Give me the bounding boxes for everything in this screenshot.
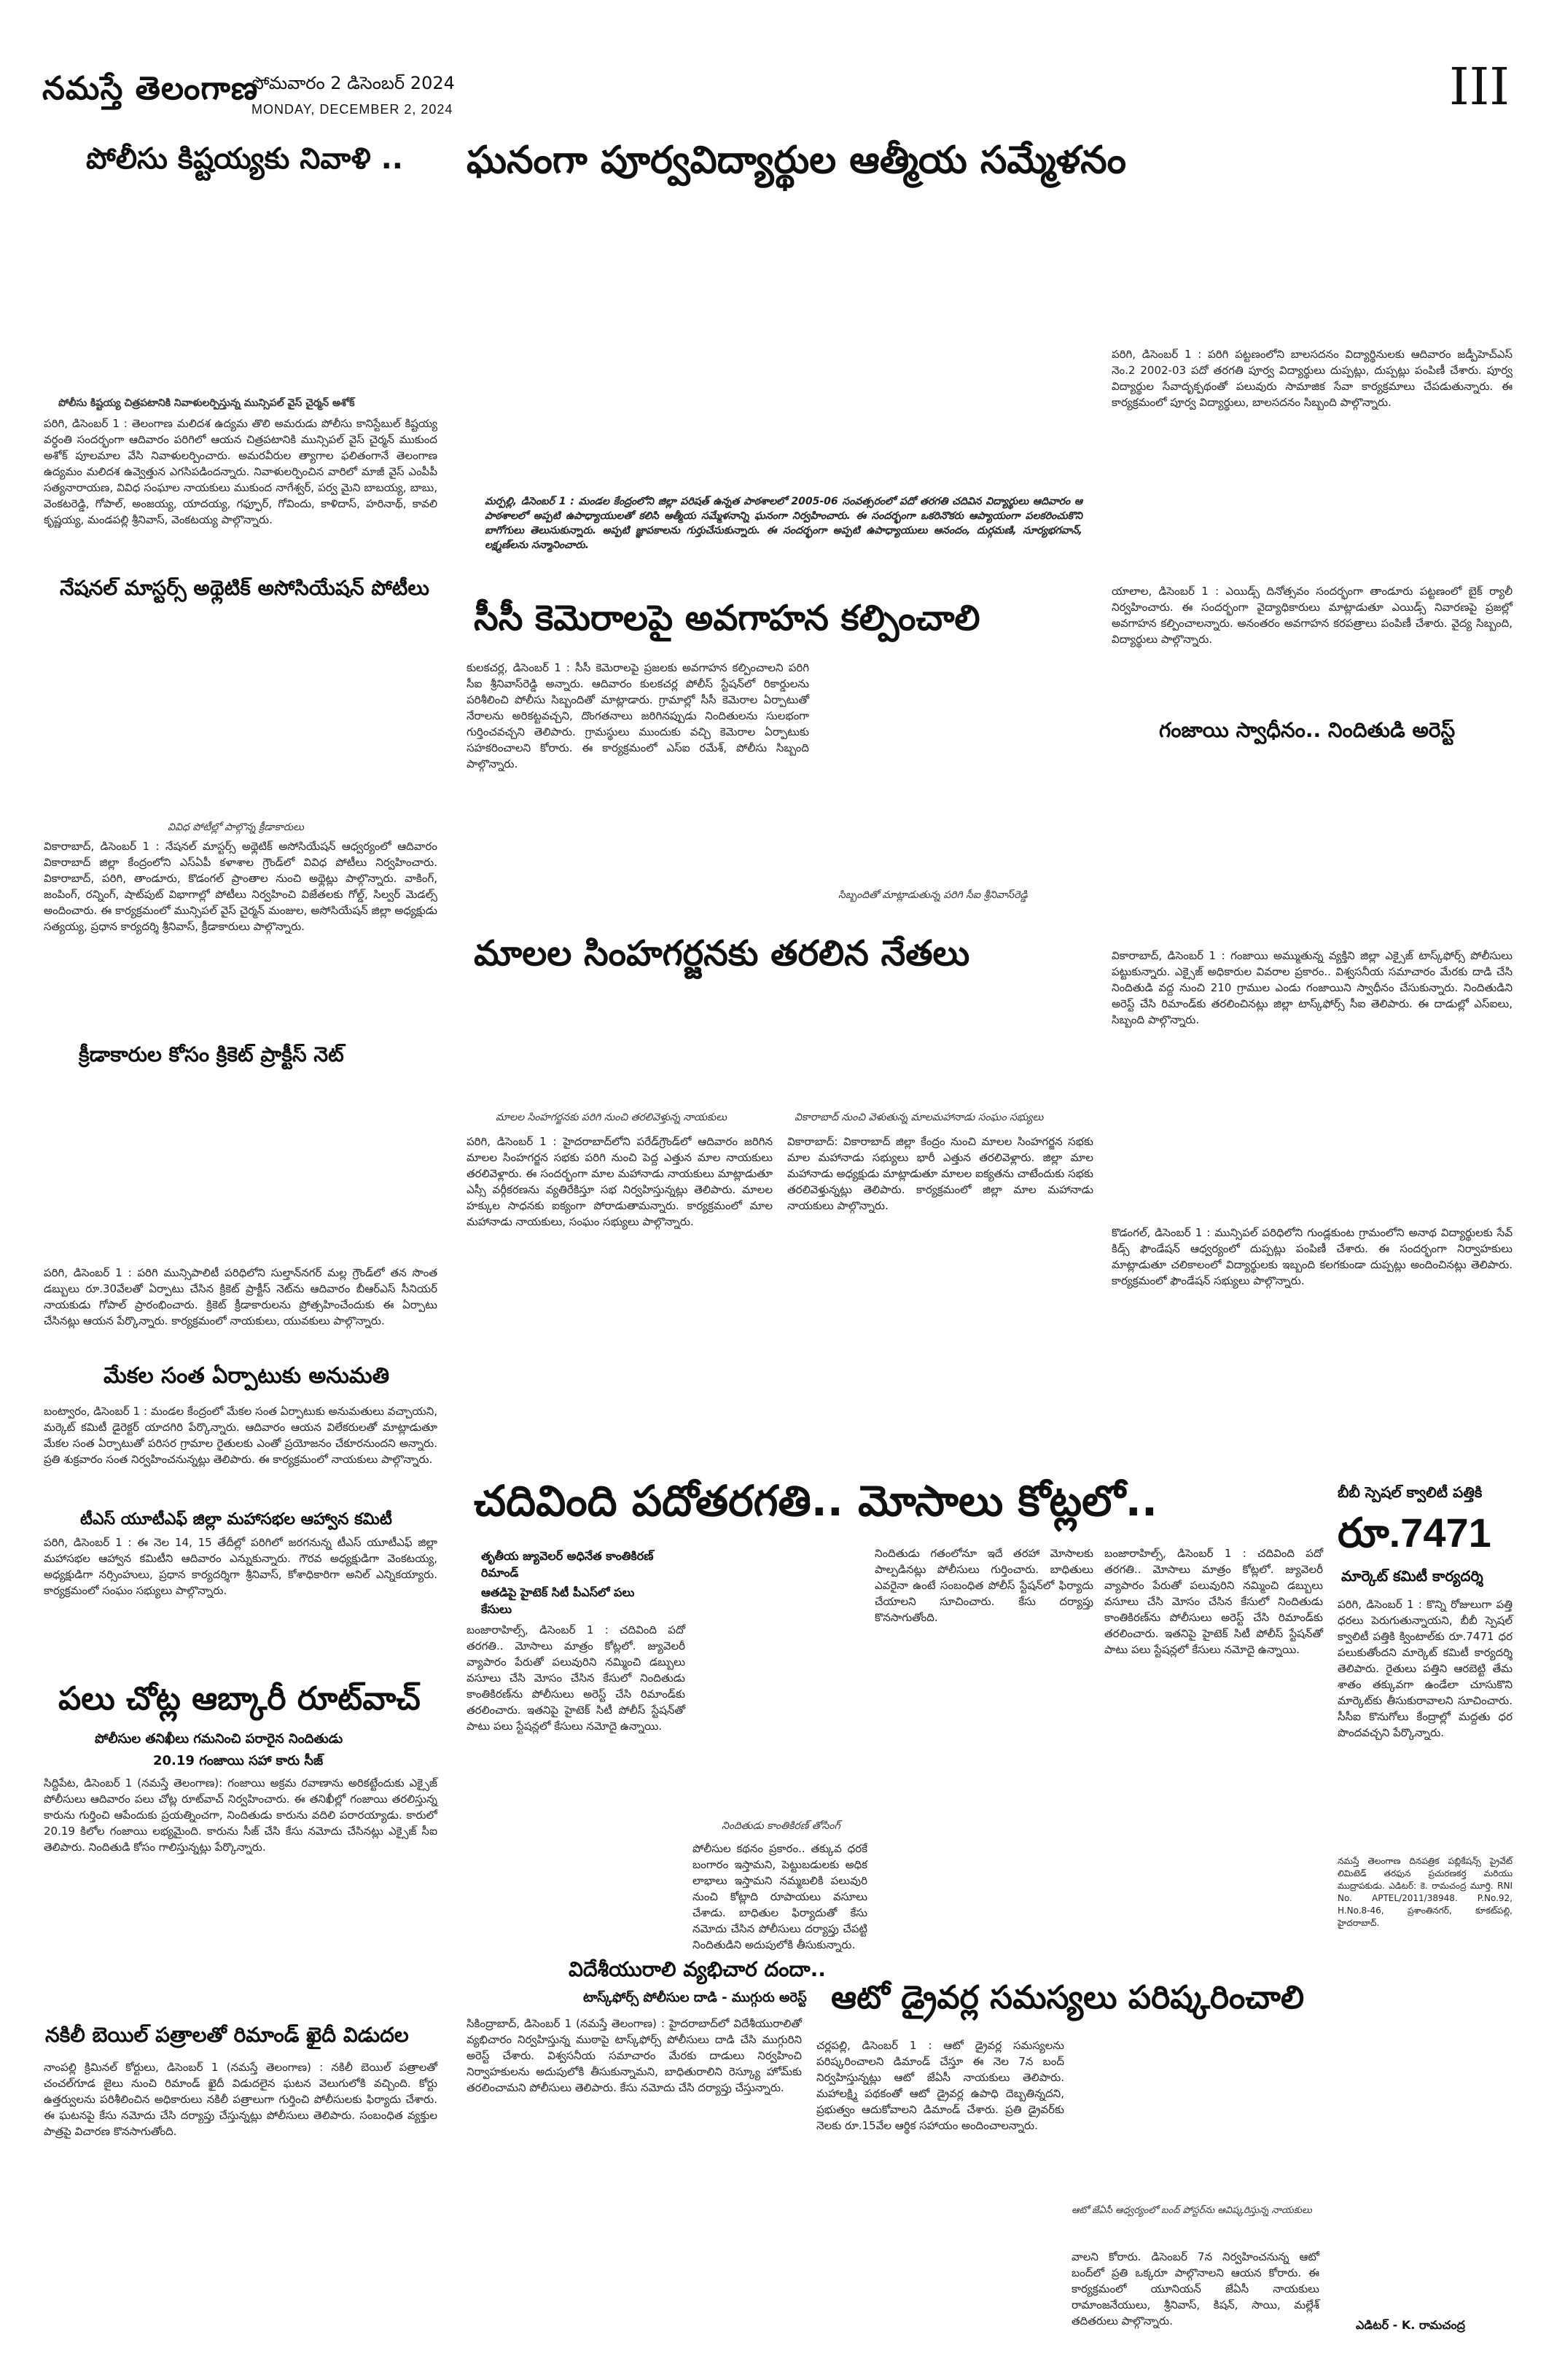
cctv-photo <box>816 660 1093 886</box>
mekala-body: బంట్వారం, డిసెంబర్ 1 : మండల కేంద్రంలో మేకల సంత ఏర్పాటుకు అనుమతులు వచ్చాయని, మర్కెట్ కమిటీ డైరెక్టర్ యాదగిరి పేర్కొన్నారు. ఆదివారం ఆయన విలేకరులతో మాట్లాడుతూ మేకల సంత ఏర్పాటుతో పరిసర గ్రామాల రైతులకు ఎంతో ప్రయోజనం చేకూరనుందని అన్నారు. ప్రతి శుక్రవారం సంత నిర్వహించనున్నట్లు తెలిపారు. ఈ కార్యక్రమంలో నాయకులు పాల్గొన్నారు. <box>44 1405 437 1466</box>
cricket-net-body: పరిగి, డిసెంబర్ 1 : పరిగి మున్సిపాలిటీ పరిధిలోని సుల్తాన్‌నగర్ మల్ల గ్రౌండ్‌లో తన సొంత డబ్బులు రూ.30వేలతో ఏర్పాటు చేసిన క్రికెట్ ప్రాక్టీస్ నెట్‌ను ఆదివారం బీఆర్ఎస్ సీనియర్ నాయకుడు గోపాల్ ప్రారంభించారు. క్రికెట్ క్రీడాకారులను ప్రోత్సహించేందుకు ఈ ఏర్పాటు చేసినట్లు ఆయన పేర్కొన్నారు. కార్యక్రమంలో నాయకులు, యువకులు పాల్గొన్నారు. <box>44 1266 437 1327</box>
alumni-lede: మర్పల్లి, డిసెంబర్ 1 : మండల కేంద్రంలోని జిల్లా పరిషత్ ఉన్నత పాఠశాలలో 2005-06 సంవత్సరంలో పదో తరగతి చదివిన విద్యార్థులు ఆదివారం ఆ పాఠశాలలో అప్పటి ఉపాధ్యాయులతో కలిసి ఆత్మీయ సమ్మేళనాన్ని ఘనంగా నిర్వహించారు. ఈ సందర్భంగా ఒకరినొకరు ఆప్యాయంగా పలకరించుకొని బాగోగులు తెలుసుకున్నారు. అప్పటి జ్ఞాపకాలను గుర్తుచేసుకున్నారు. ఈ సందర్భంగా అప్పటి ఉపాధ్యాయులు ఆనందం, దుర్గమణి, సూర్యభగవాన్, లక్ష్మణ్‌లను సన్మానించారు. <box>485 496 1082 551</box>
mala-body-1: పరిగి, డిసెంబర్ 1 : హైదరాబాద్‌లోని పరేడ్‌గ్రౌండ్‌లో ఆదివారం జరిగిన మాలల సింహగర్జన సభకు పరిగి నుంచి పెద్ద ఎత్తున మాల నాయకులు తరలివెళ్లారు. ఈ సందర్భంగా మాల మహానాడు నాయకులు మాట్లాడుతూ ఎస్సీ వర్గీకరణను వ్యతిరేకిస్తూ సభ నిర్వహిస్తున్నట్లు తెలిపారు. మాలల హక్కుల సాధనకు ఐక్యంగా పోరాడుతామన్నారు. కార్యక్రమంలో మాల మహానాడు నాయకులు, సంఘం సభ్యులు పాల్గొన్నారు. <box>467 1135 773 1228</box>
cctv-body: కులకచర్ల, డిసెంబర్ 1 : సీసీ కెమెరాలపై ప్రజలకు అవగాహన కల్పించాలని పరిగి సీఐ శ్రీనివాస్‌రెడ్డి అన్నారు. ఆదివారం కులకచర్ల పోలీస్ స్టేషన్‌లో రికార్డులను పరిశీలించి పోలీసు సిబ్బందితో మాట్లాడారు. గ్రామాల్లో సీసీ కెమెరాల ఏర్పాటుతో నేరాలను అరికట్టవచ్చని, దొంగతనాలు జరిగినప్పుడు నిందితులను సులభంగా గుర్తించవచ్చని తెలిపారు. గ్రామస్థులు ముందుకు వచ్చి కెమెరాల ఏర్పాటుకు సహకరించాలని కోరారు. ఈ కార్యక్రమంలో ఎస్ఐ రమేశ్, పోలీసు సిబ్బంది పాల్గొన్నారు. <box>467 661 809 770</box>
masthead-date: సోమవారం 2 డిసెంబర్ 2024 <box>251 73 455 93</box>
auto-headline: ఆటో డ్రైవర్ల సమస్యలు పరిష్కరించాలి <box>831 1979 1305 2016</box>
ganja-photo <box>1112 762 1513 944</box>
fraud-body-3: నిందితుడు గతంలోనూ ఇదే తరహా మోసాలకు పాల్పడినట్లు పోలీసులు గుర్తించారు. బాధితులు ఎవరైనా ఉంటే సంబంధిత పోలీస్ స్టేషన్‌లో ఫిర్యాదు చేయాలని సూచించారు. కేసు దర్యాప్తు కొనసాగుతోంది. <box>875 1547 1093 1624</box>
excise-headline: పలు చోట్ల ఆబ్కారీ రూట్‌వాచ్ <box>58 1680 421 1717</box>
masthead-title: నమస్తే తెలంగాణ <box>42 70 259 107</box>
mala-photo-2 <box>787 991 1093 1101</box>
police-photo-caption: పోలీసు కిష్టయ్య చిత్రపటానికి నివాళులర్పిస్తున్న మున్సిపల్ వైస్ చైర్మన్ అశోక్ <box>58 397 355 409</box>
alumni-photo-main <box>467 197 1072 485</box>
auto-photo <box>1072 2037 1319 2201</box>
mekala-headline: మేకల సంత ఏర్పాటుకు అనుమతి <box>104 1363 390 1389</box>
alumni-photo-side <box>1108 197 1516 343</box>
mala-body-2: వికారాబాద్: వికారాబాద్ జిల్లా కేంద్రం నుంచి మాలల సింహగర్జన సభకు మాల మహానాడు సభ్యులు భారీ ఎత్తున తరలివెళ్లారు. జిల్లా మాల మహానాడు అధ్యక్షుడు మాట్లాడుతూ మాలల ఐక్యతను చాటేందుకు సభకు తరలివెళ్తున్నట్లు తెలిపారు. కార్యక్రమంలో జిల్లా మాల మహానాడు నాయకులు పాల్గొన్నారు. <box>787 1135 1093 1212</box>
fraud-photo <box>692 1545 867 1811</box>
cotton-body: పరిగి, డిసెంబర్ 1 : కొన్ని రోజులుగా పత్తి ధరలు పెరుగుతున్నాయని, బీబీ స్పెషల్ క్వాలిటీ పత్తికి క్వింటాల్‌కు రూ.7471 ధర పలుకుతోందని మార్కెట్ కమిటీ కార్యదర్శి తెలిపారు. రైతులు పత్తిని ఆరబెట్టి తేమ శాతం తక్కువగా ఉండేలా చూసుకొని మార్కెట్‌కు తీసుకురావాలని సూచించారు. సీసీఐ కొనుగోలు కేంద్రాల్లో మద్దతు ధర పొందవచ్చని పేర్కొన్నారు. <box>1338 1598 1513 1739</box>
bail-headline: నకిలీ బెయిల్ పత్రాలతో రిమాండ్ ఖైదీ విడుదల <box>45 2023 409 2047</box>
ganja-headline: గంజాయి స్వాధీనం.. నిందితుడి అరెస్ట్ <box>1159 718 1456 742</box>
alumni-side-text: పరిగి, డిసెంబర్ 1 : పరిగి పట్టణంలోని బాలసదనం విద్యార్థినులకు ఆదివారం జడ్పీహెచ్‌ఎస్ నెం.2 2002-03 పదో తరగతి పూర్వ విద్యార్థులు దుప్పట్లు, దుప్పట్లు పంపిణీ చేశారు. పూర్వ విద్యార్థుల సేవాదృక్పథంతో పలువురు సామాజిక సేవా కార్యక్రమాలు చేపడుతున్నారు. ఈ కార్యక్రమంలో పూర్వ విద్యార్థులు, బాలసదనం సిబ్బంది పాల్గొన్నారు. <box>1112 348 1513 409</box>
cotton-price: రూ.7471 <box>1338 1510 1491 1556</box>
mala-photo-1 <box>467 991 773 1101</box>
excise-deck-1: పోలీసుల తనిఖీలు గమనించి పరారైన నిందితుడు <box>95 1731 343 1747</box>
imprint: నమస్తే తెలంగాణ దినపత్రిక పబ్లికేషన్స్ ప్రైవేట్ లిమిటెడ్ తరఫున ప్రచురణకర్త మరియు ముద్రాపకుడు. ఎడిటర్: కె. రామచంద్ర మూర్తి. RNI No. APTEL/2011/38948. P.No.92, H.No.8-46, ప్రశాంతినగర్, కూకట్‌పల్లి, హైదరాబాద్. <box>1338 1856 1513 1928</box>
masthead-date-english: MONDAY, DECEMBER 2, 2024 <box>251 102 453 117</box>
auto-body-1: చర్లపల్లి, డిసెంబర్ 1 : ఆటో డ్రైవర్ల సమస్యలను పరిష్కరించాలని డిమాండ్ చేస్తూ ఈ నెల 7న బంద్ నిర్వహిస్తున్నట్లు ఆటో జేఏసీ నాయకులు తెలిపారు. మహాలక్ష్మి పథకంతో ఆటో డ్రైవర్ల ఉపాధి దెబ్బతిన్నదని, ప్రభుత్వం ఆదుకోవాలని డిమాండ్ చేశారు. ప్రతి డ్రైవర్‌కు నెలకు రూ.15వేల ఆర్థిక సహాయం అందించాలన్నారు. <box>816 2039 1064 2132</box>
cctv-headline: సీసీ కెమెరాలపై అవగాహన కల్పించాలి <box>474 598 980 639</box>
athletics-headline: నేషనల్ మాస్టర్స్ అథ్లెటిక్ అసోసియేషన్ పోటీలు <box>60 576 429 600</box>
cotton-label: బీబీ స్పెషల్ క్వాలిటీ పత్తికి <box>1338 1483 1483 1501</box>
alumni-headline: ఘనంగా పూర్వవిద్యార్థుల ఆత్మీయ సమ్మేళనం <box>467 138 1126 182</box>
imprint-editor: ఎడిటర్ - K. రామచంద్ర <box>1356 2318 1465 2332</box>
mala-caption-2: వికారాబాద్ నుంచి వెళుతున్న మాలమహానాడు సంఘం సభ్యులు <box>795 1112 1044 1123</box>
auto-caption: ఆటో జేఏసీ ఆధ్వర్యంలో బంద్ పోస్టర్‌ను ఆవిష్కరిస్తున్న నాయకులు <box>1072 2205 1312 2216</box>
cricket-net-headline: క్రీడాకారుల కోసం క్రికెట్ ప్రాక్టీస్ నెట్ <box>79 1042 344 1066</box>
cotton-subhead: మార్కెట్ కమిటీ కార్యదర్శి <box>1341 1567 1483 1585</box>
cctv-caption: సిబ్బందితో మాట్లాడుతున్న పరిగి సీఐ శ్రీనివాస్‌రెడ్డి <box>838 889 1028 901</box>
police-body: పరిగి, డిసెంబర్ 1 : తెలంగాణ మలిదశ ఉద్యమ తొలి అమరుడు పోలీసు కానిస్టేబుల్ కిష్టయ్య వర్ధంతి సందర్భంగా ఆదివారం పరిగిలో ఆయన చిత్రపటానికి మున్సిపల్ వైస్ చైర్మన్ ముకుంద అశోక్ పూలమాల వేసి నివాళులర్పించారు. అమరవీరుల త్యాగాల ఫలితంగానే తెలంగాణ ఉద్యమం మలిదశ ఉవ్వెత్తున ఎగసిపడిందన్నారు. నివాళులర్పించిన వారిలో మాజీ వైస్ ఎంపీపీ సత్యనారాయణ, వివిధ సంఘాల నాయకులు ముకుంద నాగేశ్వర్, పర్వ మైని బాబయ్య, బాబు, వెంకటరెడ్డి, గోపాల్, అంజయ్య, యాదయ్య, గఫ్ఫూర్, గోవిందు, కాళిదాస్, హరినాథ్, కావలి కృష్ణయ్య, మండపల్లి శ్రీనివాస్, వెంకటయ్య పాల్గొన్నారు. <box>44 417 437 526</box>
athletics-body: వికారాబాద్, డిసెంబర్ 1 : నేషనల్ మాస్టర్స్ అథ్లెటిక్ అసోసియేషన్ ఆధ్వర్యంలో ఆదివారం వికారాబాద్ జిల్లా కేంద్రంలోని ఎస్ఏపీ కళాశాల గ్రౌండ్‌లో వివిధ పోటీలు నిర్వహించారు. వికారాబాద్, పరిగి, తాండూరు, కొడంగల్ ప్రాంతాల నుంచి అథ్లెట్లు పాల్గొన్నారు. వాకింగ్, జంపింగ్, రన్నింగ్, షాట్‌పుట్ విభాగాల్లో పోటీలు నిర్వహించి విజేతలకు గోల్డ్, సిల్వర్ మెడల్స్ అందించారు. ఈ కార్యక్రమంలో మున్సిపల్ వైస్ చైర్మన్ మంజుల, అసోసియేషన్ జిల్లా అధ్యక్షుడు సత్యయ్య, ప్రధాన కార్యదర్శి శ్రీనివాస్, క్రీడాకారులు పాల్గొన్నారు. <box>44 840 437 933</box>
excise-deck-2: 20.19 గంజాయి సహా కారు సీజ్ <box>153 1753 324 1768</box>
blanket-body: కొడంగల్, డిసెంబర్ 1 : మున్సిపల్ పరిధిలోని గుండ్లకుంట గ్రామంలోని అనాథ విద్యార్థులకు సేవ్ కిడ్స్ ఫౌండేషన్ ఆధ్వర్యంలో దుప్పట్లు పంపిణీ చేశారు. ఈ సందర్భంగా నిర్వాహకులు మాట్లాడుతూ చలికాలంలో విద్యార్థులకు ఇబ్బంది కలగకుండా దుప్పట్లు అందించినట్లు తెలిపారు. కార్యక్రమంలో ఫౌండేషన్ సభ్యులు పాల్గొన్నారు. <box>1112 1226 1513 1287</box>
prostitution-body: సికింద్రాబాద్, డిసెంబర్ 1 (నమస్తే తెలంగాణ) : హైదరాబాద్‌లో విదేశీయురాలితో వ్యభిచారం నిర్వహిస్తున్న ముఠాపై టాస్క్‌ఫోర్స్ పోలీసులు దాడి చేసి ముగ్గురిని అరెస్ట్ చేశారు. విశ్వసనీయ సమాచారం మేరకు దాడులు నిర్వహించి నిర్వాహకులను అదుపులోకి తీసుకున్నామని, బాధితురాలిని రెస్క్యూ హోమ్‌కు తరలించామని పోలీసులు తెలిపారు. కేసు నమోదు చేసి దర్యాప్తు చేస్తున్నారు. <box>467 2017 802 2094</box>
mala-headline: మాలల సింహగర్జనకు తరలిన నేతలు <box>474 933 970 974</box>
cricket-photo <box>44 1082 437 1257</box>
fraud-body-2: పోలీసుల కథనం ప్రకారం.. తక్కువ ధరకే బంగారం ఇస్తామని, పెట్టుబడులకు అధిక లాభాలు ఇస్తామని నమ్మబలికి పలువురి నుంచి కోట్లాది రూపాయలు వసూలు చేశాడు. బాధితుల ఫిర్యాదుతో కేసు నమోదు చేసిన పోలీసులు దర్యాప్తు చేపట్టి నిందితుడిని అదుపులోకి తీసుకున్నారు. <box>692 1842 867 1951</box>
mala-caption-1: మాలల సింహగర్జనకు పరిగి నుంచి తరలివెళ్తున్న నాయకులు <box>496 1112 727 1123</box>
prostitution-headline: విదేశీయురాలి వ్యభిచార దందా.. <box>569 1957 826 1981</box>
prostitution-deck: టాస్క్‌ఫోర్స్ పోలీసుల దాడి - ముగ్గురు అరెస్ట్ <box>583 1990 807 2005</box>
utf-committee-body: పరిగి, డిసెంబర్ 1 : ఈ నెల 14, 15 తేదీల్లో పరిగిలో జరగనున్న టీఎస్ యూటీఎఫ్ జిల్లా మహాసభల ఆహ్వాన కమిటీని ఆదివారం ఎన్నుకున్నారు. గౌరవ అధ్యక్షుడిగా వెంకటయ్య, అధ్యక్షుడిగా నర్సింహులు, ప్రధాన కార్యదర్శిగా శ్రీనివాస్, కోశాధికారిగా అనిల్ ఎన్నికయ్యారు. కార్యక్రమంలో సంఘం సభ్యులు పాల్గొన్నారు. <box>44 1536 437 1597</box>
fraud-caption: నిందితుడు కాంతికిరణ్ తోసింగ్ <box>722 1820 840 1832</box>
blanket-photo <box>1112 1115 1513 1217</box>
police-headline: పోలీసు కిష్టయ్యకు నివాళి .. <box>86 142 404 176</box>
fraud-body-1: బంజారాహిల్స్, డిసెంబర్ 1 : చదివింది పదో తరగతి.. మోసాలు మాత్రం కోట్లలో. జ్యువెలరీ వ్యాపారం పేరుతో పలువురిని నమ్మించి డబ్బులు వసూలు చేసి మోసం చేసిన కేసులో నిందితుడు కాంతికిరణ్‌ను పోలీసులు అరెస్ట్ చేసి రిమాండ్‌కు తరలించారు. ఇతనిపై హైటెక్ సిటీ పోలీస్ స్టేషన్‌తో పాటు పలు స్టేషన్లలో కేసులు నమోదై ఉన్నాయి. <box>467 1623 685 1733</box>
aids-rally-body: యాలాల, డిసెంబర్ 1 : ఎయిడ్స్ దినోత్సవం సందర్భంగా తాండూరు పట్టణంలో బైక్ ర్యాలీ నిర్వహించారు. ఈ సందర్భంగా వైద్యాధికారులు మాట్లాడుతూ ఎయిడ్స్ నివారణపై ప్రజల్లో అవగాహన కల్పించాలన్నారు. అనంతరం అవగాహన కరపత్రాలు పంపిణీ చేశారు. వైద్య సిబ్బంది, విద్యార్థులు పాల్గొన్నారు. <box>1112 585 1513 646</box>
utf-committee-headline: టీఎస్ యూటీఎఫ్ జిల్లా మహాసభల ఆహ్వాన కమిటీ <box>80 1510 392 1529</box>
fraud-body-4: బంజారాహిల్స్, డిసెంబర్ 1 : చదివింది పదో తరగతి.. మోసాలు మాత్రం కోట్లలో. జ్యువెలరీ వ్యాపారం పేరుతో పలువురిని నమ్మించి డబ్బులు వసూలు చేసి మోసం చేసిన కేసులో నిందితుడు కాంతికిరణ్‌ను పోలీసులు అరెస్ట్ చేసి రిమాండ్‌కు తరలించారు. ఇతనిపై హైటెక్ సిటీ పోలీస్ స్టేషన్‌తో పాటు పలు స్టేషన్లలో కేసులు నమోదై ఉన్నాయి. <box>1104 1547 1323 1656</box>
athletics-caption: వివిధ పోటీల్లో పాల్గొన్న క్రీడాకారులు <box>168 822 304 833</box>
fraud-headline: చదివింది పదోతరగతి.. మోసాలు కోట్లలో.. <box>474 1476 1158 1526</box>
athletics-photo <box>44 616 437 813</box>
fraud-deck-2: ఆతడిపై హైటెక్ సిటీ పీఎస్‌లో పలు కేసులు <box>481 1585 635 1616</box>
police-photo <box>44 197 437 390</box>
bail-body: నాంపల్లి క్రిమినల్ కోర్టులు, డిసెంబర్ 1 (నమస్తే తెలంగాణ) : నకిలీ బెయిల్ పత్రాలతో చంచల్‌గూడ జైలు నుంచి రిమాండ్ ఖైదీ విడుదలైన ఘటన వెలుగులోకి వచ్చింది. కోర్టు ఉత్తర్వులను పరిశీలించిన అధికారులు నకిలీ పత్రాలుగా గుర్తించి పోలీసులకు ఫిర్యాదు చేశారు. ఈ ఘటనపై కేసు నమోదు చేసి దర్యాప్తు చేస్తున్నట్లు పోలీసులు తెలిపారు. సంబంధిత వ్యక్తుల పాత్రపై విచారణ కొనసాగుతోంది. <box>44 2061 437 2138</box>
excise-body: సిద్దిపేట, డిసెంబర్ 1 (నమస్తే తెలంగాణ): గంజాయి అక్రమ రవాణాను అరికట్టేందుకు ఎక్సైజ్ పోలీసులు ఆదివారం పలు చోట్ల రూట్‌వాచ్ నిర్వహించారు. ఈ తనిఖీల్లో గంజాయి తరలిస్తున్న కారును గుర్తించి ఆపేందుకు ప్రయత్నించగా, నిందితుడు కారును వదిలి పరారయ్యాడు. కారులో 20.19 కిలోల గంజాయి లభ్యమైంది. కారును సీజ్ చేసి కేసు నమోదు చేసినట్లు ఎక్సైజ్ సీఐ తెలిపారు. నిందితుడి కోసం గాలిస్తున్నట్లు పేర్కొన్నారు. <box>44 1776 437 1854</box>
ganja-body: వికారాబాద్, డిసెంబర్ 1 : గంజాయి అమ్ముతున్న వ్యక్తిని జిల్లా ఎక్సైజ్ టాస్క్‌ఫోర్స్ పోలీసులు పట్టుకున్నారు. ఎక్సైజ్ అధికారుల వివరాల ప్రకారం.. విశ్వసనీయ సమాచారం మేరకు దాడి చేసి నిందితుడి వద్ద నుంచి 210 గ్రాముల ఎండు గంజాయిని స్వాధీనం చేసుకున్నారు. నిందితుడిని అరెస్ట్ చేసి రిమాండ్‌కు తరలించినట్లు జిల్లా టాస్క్‌ఫోర్స్ సీఐ తెలిపారు. ఈ దాడుల్లో ఎస్ఐలు, సిబ్బంది పాల్గొన్నారు. <box>1112 949 1513 1026</box>
page-number: III <box>1449 57 1510 117</box>
fraud-deck-1: తృతీయ జ్యువెలర్ అధినేత కాంతికిరణ్ రిమాండ్ <box>481 1549 654 1580</box>
auto-body-2: వాలని కోరారు. డిసెంబర్ 7న నిర్వహించనున్న ఆటో బంద్‌లో ప్రతి ఒక్కరూ పాల్గొనాలని ఆయన కోరారు. ఈ కార్యక్రమంలో యూనియన్ జేఏసీ నాయకులు రామాంజనేయులు, శ్రీనివాస్, కిషన్, సాయి, మల్లేశ్ తదితరులు పాల్గొన్నారు. <box>1072 2250 1319 2328</box>
